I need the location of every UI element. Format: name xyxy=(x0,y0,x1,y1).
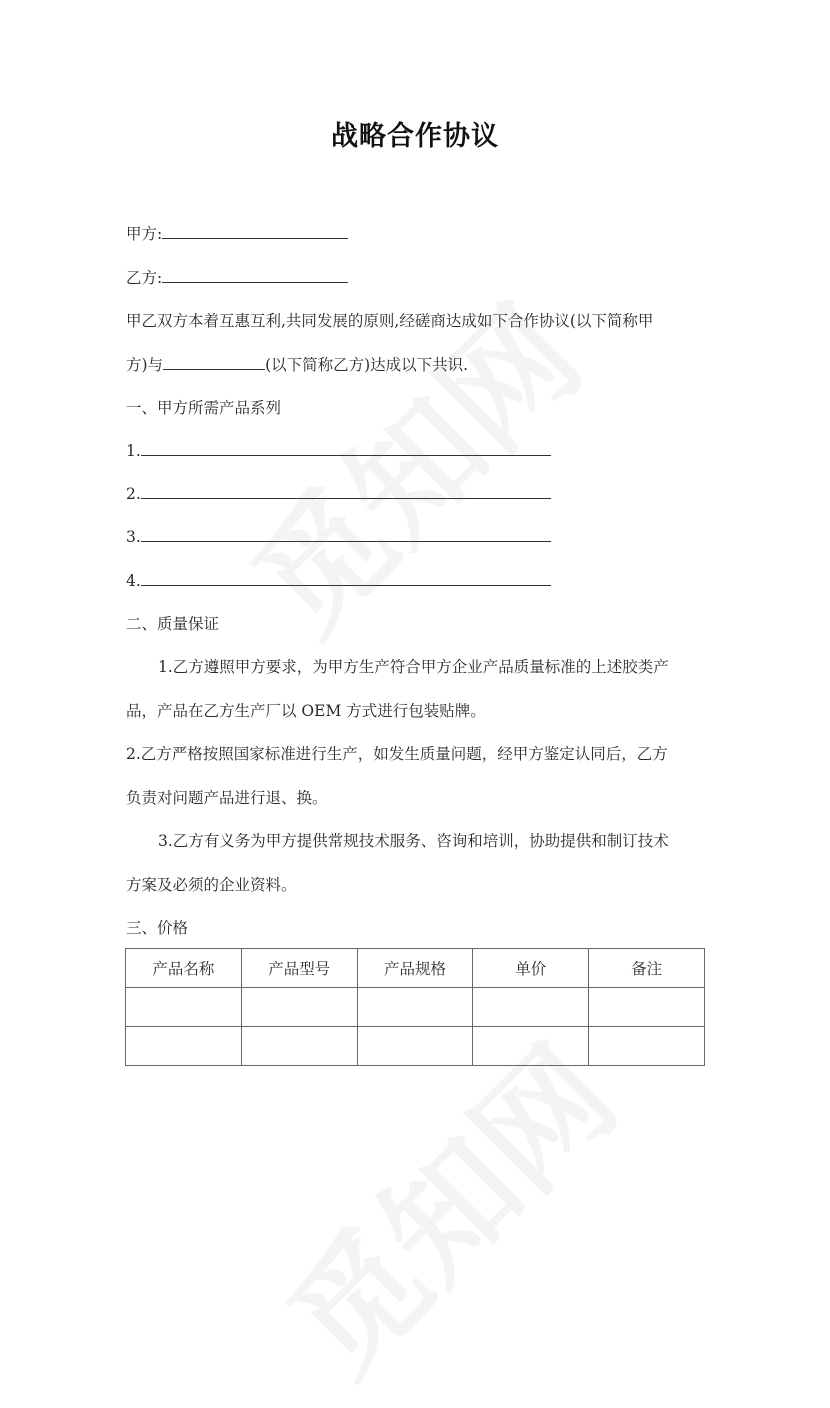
clause-1-line-1: 1.乙方遵照甲方要求，为甲方生产符合甲方企业产品质量标准的上述胶类产 xyxy=(158,658,669,676)
company-name-blank[interactable] xyxy=(163,355,265,370)
table-cell[interactable] xyxy=(241,988,357,1027)
document-title: 战略合作协议 xyxy=(331,121,499,152)
intro-line-1: 甲乙双方本着互惠互利,共同发展的原则,经磋商达成如下合作协议(以下简称甲 xyxy=(126,312,654,330)
header-product-spec: 产品规格 xyxy=(357,949,473,988)
header-product-name: 产品名称 xyxy=(126,949,242,988)
table-row xyxy=(126,1027,705,1066)
table-header-row xyxy=(126,949,705,988)
product-line-4 xyxy=(126,571,551,591)
clause-2-line-1: 2.乙方严格按照国家标准进行生产，如发生质量问题，经甲方鉴定认同后，乙方 xyxy=(126,745,668,763)
intro-line-2-prefix: 方)与 xyxy=(126,356,164,374)
product-line-number: 2. xyxy=(126,485,141,503)
product-line-1 xyxy=(126,441,551,461)
header-remarks: 备注 xyxy=(589,949,705,988)
party-a-label: 甲方: xyxy=(126,225,163,243)
party-a-blank[interactable] xyxy=(162,224,348,239)
table-cell[interactable] xyxy=(357,988,473,1027)
table-cell[interactable] xyxy=(473,988,589,1027)
table-cell[interactable] xyxy=(241,1027,357,1066)
product-line-blank[interactable] xyxy=(141,441,551,456)
clause-2-line-2: 负责对问题产品进行退、换。 xyxy=(126,789,328,807)
party-b-row xyxy=(126,268,348,288)
clause-1-line-2: 品，产品在乙方生产厂以 OEM 方式进行包装贴牌。 xyxy=(126,702,486,720)
product-line-number: 3. xyxy=(126,528,141,546)
table-row xyxy=(126,988,705,1027)
product-line-number: 1. xyxy=(126,442,141,460)
product-line-blank[interactable] xyxy=(141,571,551,586)
party-b-label: 乙方: xyxy=(126,269,163,287)
table-cell[interactable] xyxy=(589,988,705,1027)
intro-line-2 xyxy=(126,355,468,375)
table-cell[interactable] xyxy=(589,1027,705,1066)
party-b-blank[interactable] xyxy=(162,268,348,283)
product-line-blank[interactable] xyxy=(141,527,551,542)
intro-line-2-suffix: (以下简称乙方)达成以下共识. xyxy=(265,356,469,374)
price-table xyxy=(125,948,705,1066)
clause-3-line-2: 方案及必须的企业资料。 xyxy=(126,876,297,894)
section-2-heading: 二、质量保证 xyxy=(126,615,220,633)
product-line-blank[interactable] xyxy=(141,484,551,499)
section-3-heading: 三、价格 xyxy=(126,919,189,937)
section-1-heading: 一、甲方所需产品系列 xyxy=(126,399,282,417)
party-a-row xyxy=(126,224,348,244)
product-line-3 xyxy=(126,527,551,547)
clause-3-line-1: 3.乙方有义务为甲方提供常规技术服务、咨询和培训，协助提供和制订技术 xyxy=(158,832,669,850)
header-product-model: 产品型号 xyxy=(241,949,357,988)
header-unit-price: 单价 xyxy=(473,949,589,988)
product-line-2 xyxy=(126,484,551,504)
table-cell[interactable] xyxy=(126,988,242,1027)
table-cell[interactable] xyxy=(473,1027,589,1066)
table-cell[interactable] xyxy=(126,1027,242,1066)
table-cell[interactable] xyxy=(357,1027,473,1066)
product-line-number: 4. xyxy=(126,572,141,590)
